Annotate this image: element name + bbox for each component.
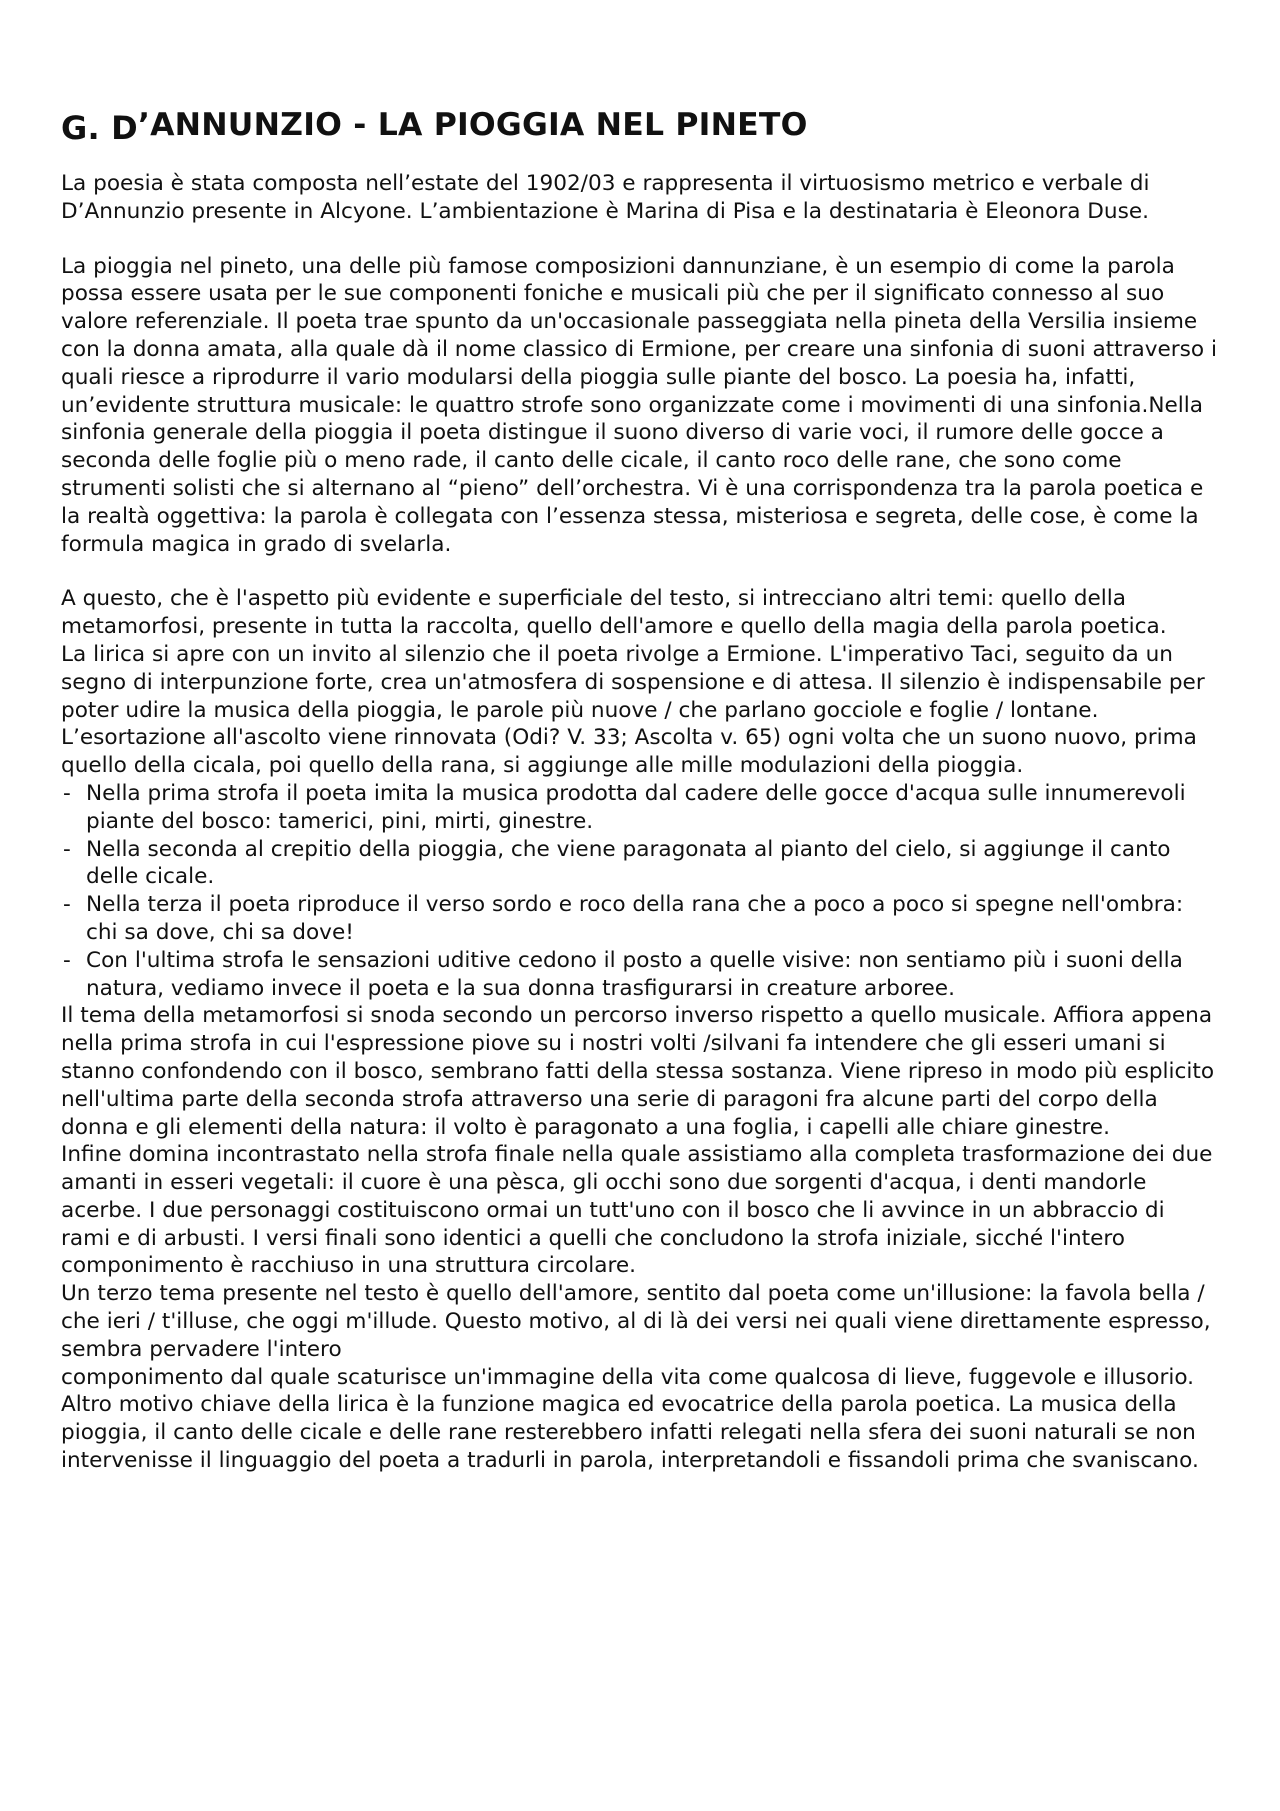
list-item: [61, 947, 1220, 1003]
list-item-text: Nella terza il poeta riproduce il verso sordo e roco della rana che a poco a poco si spegne nell'ombra: chi sa dove, chi sa dove!: [86, 892, 1184, 945]
bullet-dash: -: [63, 780, 71, 806]
paragraph-music: La pioggia nel pineto, una delle più famose composizioni dannunziane, è un esempio di come la parola possa essere usata per le sue componenti foniche e musicali più che per il significato connesso al suo valore referenziale. Il poeta trae spunto da un'occasionale passeggiata nella pineta della Versilia insieme con la donna amata, alla quale dà il nome classico di Ermione, per creare una sinfonia di suoni attraverso i quali riesce a riprodurre il vario modularsi della pioggia sulle piante del bosco. La poesia ha, infatti, un’evidente struttura musicale: le quattro strofe sono organizzate come i movimenti di una sinfonia.Nella sinfonia generale della pioggia il poeta distingue il suono diverso di varie voci, il rumore delle gocce a seconda delle foglie più o meno rade, il canto delle cicale, il canto roco delle rane, che sono come strumenti solisti che si alternano al “pieno” dell’orchestra. Vi è una corrispondenza tra la parola poetica e la realtà oggettiva: la parola è collegata con l’essenza stessa, misteriosa e segreta, delle cose, è come la formula magica in grado di svelarla.: [61, 253, 1217, 557]
paragraph-intro: La poesia è stata composta nell’estate del 1902/03 e rappresenta il virtuosismo metrico e verbale di D’Annunzio presente in Alcyone. L’ambientazione è Marina di Pisa e la destinataria è Eleonora Duse.: [61, 171, 1150, 224]
list-item-text: Con l'ultima strofa le sensazioni uditive cedono il posto a quelle visive: non sentiamo più i suoni della natura, vediamo invece il poeta e la sua donna trasfigurarsi in creature arboree.: [86, 947, 1183, 1001]
paragraph-magic: Altro motivo chiave della lirica è la funzione magica ed evocatrice della parola poetica. La musica della pioggia, il canto delle cicale e delle rane resterebbero infatti relegati nella sfera dei suoni naturali se non intervenisse il linguaggio del poeta a tradurli in parola, interpretandoli e fissandoli prima che svaniscano.: [61, 1392, 1199, 1474]
page-title: [61, 104, 1220, 145]
list-item-text: Nella prima strofa il poeta imita la musica prodotta dal cadere delle gocce d'acqua sulle innumerevoli piante del bosco: tamerici, pini, mirti, ginestre.: [86, 780, 1186, 834]
list-item: [61, 891, 1220, 947]
list-item: [61, 836, 1220, 892]
title-rest: ’ANNUNZIO - LA PIOGGIA NEL PINETO: [137, 107, 808, 143]
bullet-dash: -: [63, 947, 71, 973]
paragraph-metamorphosis: Il tema della metamorfosi si snoda secondo un percorso inverso rispetto a quello musicale. Affiora appena nella prima strofa in cui l'espressione piove su i nostri volti /silvani fa intendere che gli esseri umani si stanno confondendo con il bosco, sembrano fatti della stessa sostanza. Viene ripreso in modo più esplicito nell'ultima parte della seconda strofa attraverso una serie di paragoni fra alcune parti del corpo della donna e gli elementi della natura: il volto è paragonato a una foglia, i capelli alle chiare ginestre.: [61, 1003, 1215, 1140]
document-body: [61, 170, 1220, 1475]
paragraph-final-strophe: Infine domina incontrastato nella strofa finale nella quale assistiamo alla completa trasformazione dei due amanti in esseri vegetali: il cuore è una pèsca, gli occhi sono due sorgenti d'acqua, i denti mandorle acerbe. I due personaggi costituiscono ormai un tutt'uno con il bosco che li avvince in un abbraccio di rami e di arbusti. I versi finali sono identici a quelli che concludono la strofa iniziale, sicché l'intero componimento è racchiuso in una struttura circolare.: [61, 1142, 1213, 1279]
bullet-dash: -: [63, 892, 71, 918]
bullet-dash: -: [63, 836, 71, 862]
paragraph-themes: A questo, che è l'aspetto più evidente e superficiale del testo, si intrecciano altri temi: quello della metamorfosi, presente in tutta la raccolta, quello dell'amore e quello della magia della parola poetica.: [61, 586, 1167, 640]
paragraph-love: Un terzo tema presente nel testo è quello dell'amore, sentito dal poeta come un'illusione: la favola bella / che ieri / t'illuse, che oggi m'illude. Questo motivo, al di là dei versi nei quali viene direttamente espresso, sembra pervadere l'intero: [61, 1281, 1211, 1362]
paragraph-love-continued: componimento dal quale scaturisce un'immagine della vita come qualcosa di lieve, fuggevole e illusorio.: [61, 1364, 1195, 1390]
list-item-text: Nella seconda al crepitio della pioggia, che viene paragonata al pianto del cielo, si aggiunge il canto delle cicale.: [86, 836, 1171, 890]
title-lead: G. D: [61, 109, 138, 147]
paragraph-silence: La lirica si apre con un invito al silenzio che il poeta rivolge a Ermione. L'imperativo Taci, seguito da un segno di interpunzione forte, crea un'atmosfera di sospensione e di attesa. Il silenzio è indispensabile per poter udire la musica della pioggia, le parole più nuove / che parlano gocciole e foglie / lontane. L’esortazione all'ascolto viene rinnovata (Odi? V. 33; Ascolta v. 65) ogni volta che un suono nuovo, prima quello della cicala, poi quello della rana, si aggiunge alle mille modulazioni della pioggia.: [61, 641, 1205, 779]
list-item: [61, 780, 1220, 836]
strophe-list: [61, 780, 1220, 1002]
